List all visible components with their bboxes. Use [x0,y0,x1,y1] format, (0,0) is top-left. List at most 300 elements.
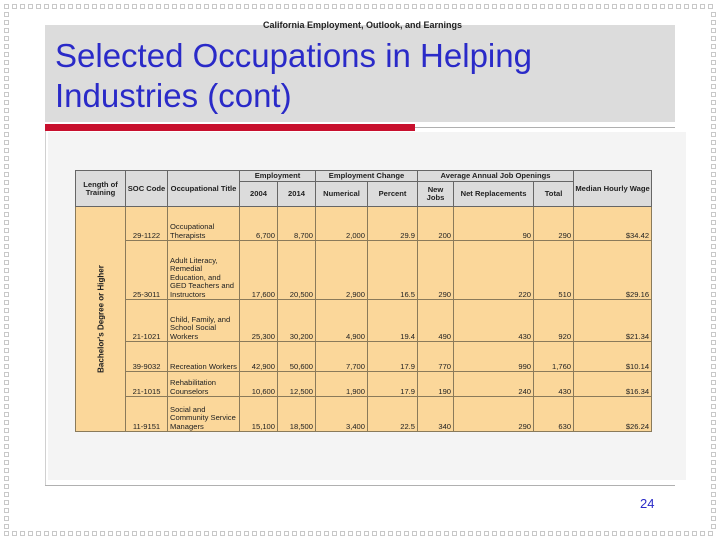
border-square [36,531,41,536]
border-square [4,316,9,321]
table-row [76,397,652,432]
border-square [540,4,545,9]
change-numerical: 4,900 [316,300,368,342]
divider-left [45,131,46,485]
border-square [4,172,9,177]
border-square [4,452,9,457]
border-square [260,4,265,9]
border-square [100,531,105,536]
border-square [684,531,689,536]
border-square [396,4,401,9]
border-square [692,4,697,9]
border-square [84,531,89,536]
border-square [156,531,161,536]
border-square [620,4,625,9]
border-square [612,4,617,9]
training-label: Bachelor's Degree or Higher [96,265,105,373]
change-numerical: 1,900 [316,372,368,397]
change-percent: 16.5 [368,241,418,300]
border-square [711,236,716,241]
table-row [76,342,652,372]
median-hourly-wage: $26.24 [574,397,652,432]
border-square [711,84,716,89]
border-square [476,4,481,9]
border-square [92,4,97,9]
border-square [708,531,713,536]
border-square [711,428,716,433]
employment-2004: 25,300 [240,300,278,342]
border-square [4,228,9,233]
border-square [4,484,9,489]
border-square [148,531,153,536]
border-square [711,268,716,273]
total-openings: 430 [534,372,574,397]
border-square [4,92,9,97]
border-square [132,4,137,9]
border-square [4,244,9,249]
table-row [76,300,652,342]
border-square [4,140,9,145]
border-square [76,4,81,9]
border-square [364,531,369,536]
border-square [100,4,105,9]
header-net-replacements: Net Replacements [454,182,534,207]
net-replacements: 90 [454,207,534,241]
border-square [436,531,441,536]
border-square [4,60,9,65]
border-square [711,180,716,185]
border-square [532,531,537,536]
border-square [711,444,716,449]
border-square [4,524,9,529]
border-square [4,516,9,521]
border-square [308,4,313,9]
median-hourly-wage: $10.14 [574,342,652,372]
border-square [711,468,716,473]
border-square [340,531,345,536]
border-square [4,364,9,369]
change-percent: 17.9 [368,342,418,372]
border-square [460,531,465,536]
border-square [4,476,9,481]
border-square [711,324,716,329]
border-square [76,531,81,536]
border-square [711,356,716,361]
border-square [636,531,641,536]
occupation-title: Occupational Therapists [168,207,240,241]
border-square [708,4,713,9]
header-occupational-title: Occupational Title [168,171,240,207]
border-square [711,308,716,313]
border-square [540,531,545,536]
change-numerical: 7,700 [316,342,368,372]
header-total: Total [534,182,574,207]
change-numerical: 2,900 [316,241,368,300]
border-square [711,476,716,481]
border-square [4,276,9,281]
border-square [468,4,473,9]
border-square [444,531,449,536]
border-square [28,4,33,9]
occupation-title: Social and Community Service Managers [168,397,240,432]
employment-2014: 12,500 [278,372,316,397]
border-square [4,332,9,337]
border-square [588,531,593,536]
border-square [4,388,9,393]
border-square [4,396,9,401]
border-square [284,531,289,536]
border-square [140,531,145,536]
header-length-of-training: Length of Training [76,171,126,207]
table-row [76,207,652,241]
border-square [44,4,49,9]
border-square [460,4,465,9]
border-square [711,500,716,505]
border-square [44,531,49,536]
border-square [711,164,716,169]
border-square [660,531,665,536]
border-square [196,531,201,536]
border-square [4,436,9,441]
border-square [4,292,9,297]
border-square [356,4,361,9]
soc-code: 21-1021 [126,300,168,342]
total-openings: 510 [534,241,574,300]
border-square [652,531,657,536]
border-square [212,4,217,9]
border-square [711,76,716,81]
border-square [268,531,273,536]
border-square [348,4,353,9]
border-square [4,308,9,313]
border-square [508,4,513,9]
border-square [564,531,569,536]
border-square [500,531,505,536]
border-square [516,4,521,9]
border-square [4,204,9,209]
border-square [4,76,9,81]
border-square [4,404,9,409]
border-square [388,4,393,9]
border-square [452,4,457,9]
border-square [380,4,385,9]
header-2004: 2004 [240,182,278,207]
border-square [20,531,25,536]
border-square [4,188,9,193]
border-square [711,68,716,73]
border-square [4,380,9,385]
border-square [711,172,716,177]
border-square [164,531,169,536]
border-square [4,156,9,161]
border-square [172,531,177,536]
border-square [132,531,137,536]
border-square [4,4,9,9]
border-square [116,4,121,9]
slide-title [55,36,615,116]
border-square [380,531,385,536]
employment-2014: 20,500 [278,241,316,300]
border-square [68,4,73,9]
soc-code: 11-9151 [126,397,168,432]
border-square [4,68,9,73]
employment-2004: 17,600 [240,241,278,300]
median-hourly-wage: $34.42 [574,207,652,241]
border-square [444,4,449,9]
employment-2004: 10,600 [240,372,278,397]
border-square [4,124,9,129]
border-square [348,531,353,536]
border-square [4,36,9,41]
border-square [124,4,129,9]
border-square [4,428,9,433]
border-square [124,531,129,536]
border-square [4,348,9,353]
divider-top [415,127,675,128]
border-square [148,4,153,9]
border-square [711,220,716,225]
border-square [204,4,209,9]
border-square [4,468,9,473]
net-replacements: 430 [454,300,534,342]
border-square [220,4,225,9]
border-square [324,531,329,536]
border-square [711,228,716,233]
border-square [188,531,193,536]
occupation-title: Rehabilitation Counselors [168,372,240,397]
border-square [711,252,716,257]
border-square [60,531,65,536]
median-hourly-wage: $29.16 [574,241,652,300]
border-square [572,531,577,536]
border-square [711,60,716,65]
border-square [428,531,433,536]
border-square [4,508,9,513]
border-square [711,132,716,137]
border-square [396,531,401,536]
border-square [340,4,345,9]
page-number: 24 [640,496,655,511]
border-square [711,100,716,105]
border-square [164,4,169,9]
border-square [711,124,716,129]
border-square [276,4,281,9]
net-replacements: 220 [454,241,534,300]
border-square [700,531,705,536]
border-square [4,180,9,185]
border-square [4,372,9,377]
soc-code: 29-1122 [126,207,168,241]
border-square [580,4,585,9]
border-square [711,372,716,377]
border-square [84,4,89,9]
border-square [52,4,57,9]
border-square [4,412,9,417]
border-square [92,531,97,536]
border-square [711,420,716,425]
border-square [711,396,716,401]
occupation-title: Child, Family, and School Social Workers [168,300,240,342]
table-title: California Employment, Outlook, and Earnings [262,20,463,30]
border-square [711,52,716,57]
border-square [252,531,257,536]
border-square [4,420,9,425]
border-square [36,4,41,9]
change-percent: 29.9 [368,207,418,241]
net-replacements: 290 [454,397,534,432]
header-numerical: Numerical [316,182,368,207]
border-square [564,4,569,9]
border-square [644,531,649,536]
border-square [4,212,9,217]
border-square [4,84,9,89]
border-square [412,531,417,536]
border-square [676,4,681,9]
border-square [308,531,313,536]
border-square [4,268,9,273]
border-square [524,4,529,9]
border-square [4,116,9,121]
change-percent: 19.4 [368,300,418,342]
border-square [4,340,9,345]
median-hourly-wage: $21.34 [574,300,652,342]
soc-code: 21-1015 [126,372,168,397]
border-square [516,531,521,536]
border-square [500,4,505,9]
border-square [711,284,716,289]
border-square [711,44,716,49]
border-square [711,436,716,441]
border-square [300,4,305,9]
border-square [711,196,716,201]
border-square [404,531,409,536]
border-square [628,4,633,9]
header-group-employment-change: Employment Change [316,171,418,182]
border-square [4,108,9,113]
header-group-employment: Employment [240,171,316,182]
border-square [711,260,716,265]
border-square [276,531,281,536]
border-square [268,4,273,9]
border-square [532,4,537,9]
employment-2004: 6,700 [240,207,278,241]
border-square [292,531,297,536]
border-square [676,531,681,536]
border-square [548,531,553,536]
border-square [284,4,289,9]
border-square [4,252,9,257]
border-square [711,148,716,153]
border-square [668,4,673,9]
occupation-title: Recreation Workers [168,342,240,372]
change-percent: 22.5 [368,397,418,432]
new-jobs: 490 [418,300,454,342]
total-openings: 630 [534,397,574,432]
border-square [4,531,9,536]
header-percent: Percent [368,182,418,207]
border-square [244,4,249,9]
border-square [316,531,321,536]
border-square [711,316,716,321]
border-square [596,531,601,536]
border-square [4,12,9,17]
border-square [4,324,9,329]
border-square [4,260,9,265]
border-square [572,4,577,9]
border-square [580,531,585,536]
border-square [711,116,716,121]
border-square [188,4,193,9]
border-square [228,4,233,9]
border-square [484,531,489,536]
border-square [300,531,305,536]
soc-code: 25-3011 [126,241,168,300]
table-row [76,241,652,300]
border-square [711,92,716,97]
border-square [700,4,705,9]
total-openings: 920 [534,300,574,342]
border-square [508,531,513,536]
border-square [4,444,9,449]
border-square [220,531,225,536]
border-square [660,4,665,9]
border-square [711,484,716,489]
border-square [332,531,337,536]
border-square [4,44,9,49]
border-square [468,531,473,536]
border-square [524,531,529,536]
soc-code: 39-9032 [126,342,168,372]
border-square [548,4,553,9]
border-square [4,148,9,153]
border-square [492,531,497,536]
header-soc-code: SOC Code [126,171,168,207]
border-square [711,332,716,337]
border-square [252,4,257,9]
border-square [404,4,409,9]
border-square [388,531,393,536]
new-jobs: 770 [418,342,454,372]
border-square [420,531,425,536]
border-square [28,531,33,536]
border-square [668,531,673,536]
border-square [204,531,209,536]
change-numerical: 2,000 [316,207,368,241]
net-replacements: 990 [454,342,534,372]
border-square [711,404,716,409]
border-square [636,4,641,9]
border-square [711,140,716,145]
border-square [711,108,716,113]
border-square [4,236,9,241]
slide-title-line-1: Selected Occupations in Helping [55,37,532,74]
border-square [260,531,265,536]
border-square [711,12,716,17]
new-jobs: 290 [418,241,454,300]
border-square [604,531,609,536]
border-square [212,531,217,536]
border-square [644,4,649,9]
border-square [172,4,177,9]
border-square [711,348,716,353]
border-square [476,531,481,536]
border-square [4,196,9,201]
table-row [76,372,652,397]
new-jobs: 200 [418,207,454,241]
border-square [711,388,716,393]
border-square [324,4,329,9]
border-square [412,4,417,9]
